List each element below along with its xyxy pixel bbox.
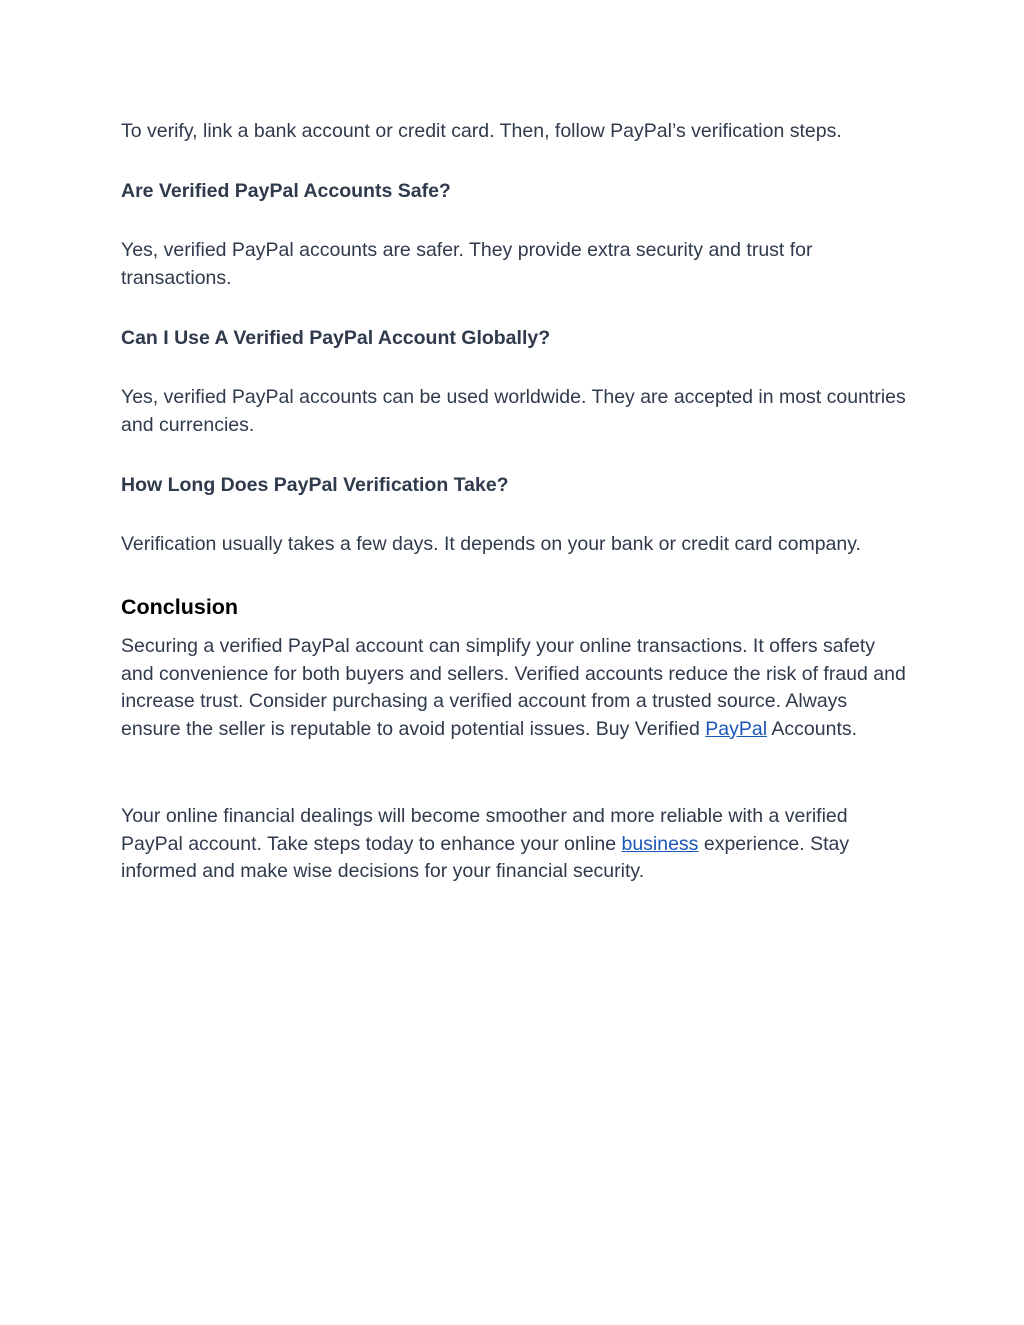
faq-answer-duration: Verification usually takes a few days. It depends on your bank or credit card company. <box>121 533 861 555</box>
faq-question-global: Can I Use A Verified PayPal Account Globally? <box>121 327 551 349</box>
faq-intro-answer: To verify, link a bank account or credit card. Then, follow PayPal’s verification steps. <box>121 120 842 142</box>
conclusion-paragraph-1 <box>121 633 911 743</box>
conclusion-heading: Conclusion <box>121 595 239 619</box>
faq-question-duration: How Long Does PayPal Verification Take? <box>121 474 509 496</box>
faq-answer-global: Yes, verified PayPal accounts can be used worldwide. They are accepted in most countries and currencies. <box>121 386 906 436</box>
conclusion-paragraph-1-tail: Accounts. <box>767 717 858 740</box>
conclusion-paragraph-2-tail: experience. Stay informed and make wise decisions for your financial security. <box>121 832 850 882</box>
faq-answer-safe: Yes, verified PayPal accounts are safer. They provide extra security and trust for transactions. <box>121 239 813 289</box>
business-link[interactable]: business <box>621 832 699 855</box>
conclusion-paragraph-2 <box>121 803 911 886</box>
conclusion-paragraph-1-text: Securing a verified PayPal account can simplify your online transactions. It offers safety and convenience for both buyers and sellers. Verified accounts reduce the risk of fraud and increase trust. Consider purchasing a verified account from a trusted source. Always ensure the seller is reputable to avoid potential issues. Buy Verified <box>121 635 906 740</box>
conclusion-paragraph-2-text: Your online financial dealings will become smoother and more reliable with a verified PayPal account. Take steps today to enhance your online <box>121 805 848 855</box>
faq-question-safe: Are Verified PayPal Accounts Safe? <box>121 180 451 202</box>
paypal-link[interactable]: PayPal <box>705 717 768 740</box>
